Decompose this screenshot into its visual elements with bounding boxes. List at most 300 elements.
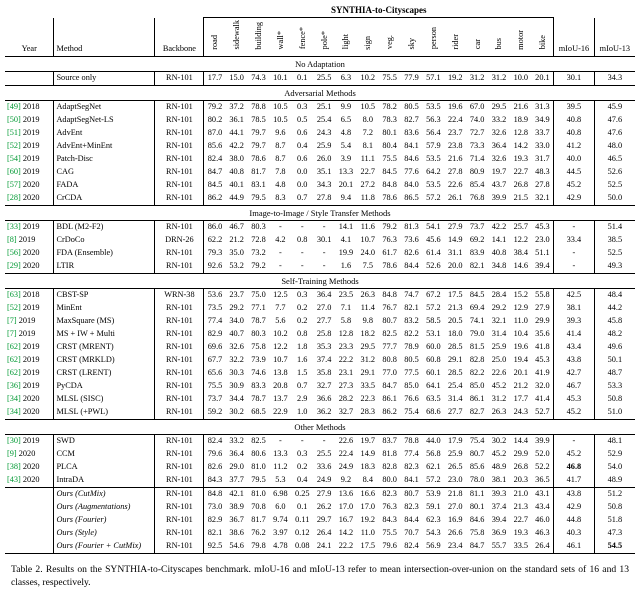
score-cell: 76.2 xyxy=(251,528,266,537)
citation-link[interactable]: [8] xyxy=(7,235,17,244)
score-cell: 75.4 xyxy=(469,436,485,445)
miou16-cell: 40.0 xyxy=(554,153,595,166)
score-cell: 24.3 xyxy=(513,407,529,416)
backbone-cell: RN-101 xyxy=(155,315,204,328)
score-cell: 17.9 xyxy=(447,436,463,445)
score-cell: 26.3 xyxy=(360,290,376,299)
score-cell: 10.1 xyxy=(273,73,288,82)
score-cell: 0.3 xyxy=(297,102,308,111)
score-cell: 64.1 xyxy=(426,381,441,390)
score-cell: 23.4 xyxy=(444,540,466,554)
score-cell: 74.7 xyxy=(404,290,419,299)
score-cell: 84.3 xyxy=(207,475,223,484)
score-cell: 31.3 xyxy=(532,100,554,114)
score-cell: 32.7 xyxy=(338,407,354,416)
score-cell: 39.3 xyxy=(488,487,510,501)
score-cell: 77.7 xyxy=(382,342,397,351)
score-cell: 20.1 xyxy=(532,71,554,85)
score-cell: 21.6 xyxy=(447,154,463,163)
citation-link[interactable]: [52] xyxy=(7,141,21,150)
citation-link[interactable]: [7] xyxy=(7,329,17,338)
score-cell: 3.9 xyxy=(340,154,352,163)
score-cell: 84.6 xyxy=(404,154,419,163)
score-cell: 14.1 xyxy=(491,235,507,244)
score-cell: 39.9 xyxy=(491,193,507,202)
score-cell: 29.0 xyxy=(229,462,244,471)
score-cell: 84.1 xyxy=(404,475,419,484)
score-cell: 2.9 xyxy=(297,394,308,403)
score-cell: 77.5 xyxy=(404,368,419,377)
score-cell: 84.8 xyxy=(382,180,397,189)
section-header-row xyxy=(5,205,635,220)
col-header-class xyxy=(335,18,357,57)
score-cell: 85.6 xyxy=(469,462,485,471)
table-row xyxy=(5,380,635,393)
score-cell: 92.5 xyxy=(204,540,226,554)
year-cell: [62] 2019 xyxy=(5,367,54,380)
backbone-cell: RN-101 xyxy=(155,192,204,206)
score-cell: 21.2 xyxy=(513,381,529,390)
score-cell: 20.1 xyxy=(513,368,529,377)
col-header-class xyxy=(532,18,554,57)
score-cell: 79.2 xyxy=(251,261,266,270)
score-cell: 31.2 xyxy=(469,73,485,82)
score-cell: 23.5 xyxy=(338,290,354,299)
score-cell: 84.7 xyxy=(207,167,223,176)
table-row xyxy=(5,179,635,192)
score-cell: 82.3 xyxy=(379,487,401,501)
miou13-cell: 51.2 xyxy=(594,487,635,501)
score-cell: 0.25 xyxy=(291,487,313,501)
method-cell: MLSL (+PWL) xyxy=(54,406,155,420)
miou16-cell: 39.5 xyxy=(554,100,595,114)
miou13-cell: 47.3 xyxy=(607,528,623,537)
citation-link[interactable]: [63] xyxy=(7,290,21,299)
score-cell: 25.4 xyxy=(447,381,463,390)
score-cell: 23.7 xyxy=(447,128,463,137)
score-cell: 79.2 xyxy=(382,222,397,231)
score-cell: 29.5 xyxy=(491,102,507,111)
citation-link[interactable]: [9] xyxy=(7,449,17,458)
score-cell: 81.7 xyxy=(251,515,266,524)
backbone-cell: RN-101 xyxy=(155,341,204,354)
year-cell xyxy=(5,527,54,540)
score-cell: - xyxy=(279,261,282,270)
score-cell: 14.1 xyxy=(338,222,354,231)
score-cell: 26.4 xyxy=(316,528,332,537)
col-header-class xyxy=(488,18,510,57)
score-cell: 73.7 xyxy=(469,222,485,231)
miou16-cell: 43.4 xyxy=(554,341,595,354)
section-header-row xyxy=(5,56,635,71)
method-cell: AdvEnt xyxy=(54,127,155,140)
class-label: bike xyxy=(537,35,547,50)
miou13-cell: 49.3 xyxy=(607,261,623,270)
score-cell: 74.3 xyxy=(251,73,266,82)
citation-link[interactable]: [28] xyxy=(7,193,21,202)
score-cell: 19.3 xyxy=(513,528,529,537)
score-cell: 26.4 xyxy=(532,540,554,554)
class-label: road xyxy=(210,34,220,50)
miou13-cell: 44.2 xyxy=(607,303,623,312)
score-cell: 0.2 xyxy=(297,303,308,312)
citation-link[interactable]: [60] xyxy=(7,167,21,176)
score-cell: 76.7 xyxy=(382,303,397,312)
score-cell: 79.3 xyxy=(207,248,223,257)
citation-link[interactable]: [62] xyxy=(7,355,21,364)
score-cell: 0.5 xyxy=(297,115,308,124)
score-cell: 76.8 xyxy=(469,193,485,202)
miou13-cell: 34.3 xyxy=(607,73,623,82)
score-cell: 16.9 xyxy=(447,515,463,524)
score-cell: 41.4 xyxy=(532,393,554,406)
score-cell: 27.9 xyxy=(313,487,335,501)
score-cell: 84.4 xyxy=(404,261,419,270)
score-cell: 0.2 xyxy=(297,316,308,325)
citation-link[interactable]: [50] xyxy=(7,115,21,124)
score-cell: 6.5 xyxy=(340,115,352,124)
score-cell: 77.6 xyxy=(404,167,419,176)
citation-link[interactable]: [54] xyxy=(7,154,21,163)
method-cell: AdvEnt+MinEnt xyxy=(54,140,155,153)
score-cell: 64.2 xyxy=(426,167,441,176)
class-label: sidewalk xyxy=(232,20,242,50)
score-cell: 22.6 xyxy=(338,436,354,445)
score-cell: 82.1 xyxy=(404,303,419,312)
table-row xyxy=(5,288,635,302)
score-cell: 0.7 xyxy=(297,381,308,390)
score-cell: - xyxy=(279,222,282,231)
miou13-cell: 47.6 xyxy=(607,128,623,137)
score-cell: 77.4 xyxy=(404,449,419,458)
method-cell: AdaptSegNet-LS xyxy=(54,114,155,127)
miou16-cell: 39.3 xyxy=(554,315,595,328)
score-cell: 21.0 xyxy=(510,487,532,501)
score-cell: 60.1 xyxy=(426,368,441,377)
score-cell: 46.3 xyxy=(532,527,554,540)
score-cell: 27.9 xyxy=(447,222,463,231)
score-cell: 62.1 xyxy=(426,462,441,471)
year-cell xyxy=(5,501,54,514)
score-cell: 14.4 xyxy=(513,436,529,445)
miou13-cell: 54.0 xyxy=(607,462,623,471)
miou16-cell: 43.8 xyxy=(554,487,595,501)
citation-link[interactable]: [57] xyxy=(7,180,21,189)
backbone-cell: RN-101 xyxy=(155,220,204,234)
score-cell: 22.2 xyxy=(335,540,357,554)
class-label: sign xyxy=(363,35,373,50)
backbone-cell: RN-101 xyxy=(155,448,204,461)
miou16-cell: 44.5 xyxy=(554,166,595,179)
score-cell: 12.5 xyxy=(273,290,288,299)
score-cell: 57.2 xyxy=(426,475,441,484)
score-cell: 77.4 xyxy=(207,316,223,325)
method-cell: PLCA xyxy=(54,461,155,474)
citation-link[interactable]: [49] xyxy=(7,102,21,111)
score-cell: 84.5 xyxy=(382,167,397,176)
score-cell: 22.6 xyxy=(491,368,507,377)
score-cell: 23.0 xyxy=(447,475,463,484)
backbone-cell: RN-101 xyxy=(155,380,204,393)
score-cell: 1.6 xyxy=(297,355,308,364)
citation-link[interactable]: [7] xyxy=(7,316,17,325)
score-cell: 83.6 xyxy=(404,128,419,137)
score-cell: 29.7 xyxy=(316,515,332,524)
score-cell: 73.2 xyxy=(251,248,266,257)
year-cell: [57] 2020 xyxy=(5,179,54,192)
score-cell: 21.8 xyxy=(444,487,466,501)
score-cell: 0.4 xyxy=(297,141,308,150)
table-title: SYNTHIA-to-Cityscapes xyxy=(204,4,554,18)
score-cell: 25.9 xyxy=(316,141,332,150)
score-cell: 82.3 xyxy=(404,462,419,471)
score-cell: 75.5 xyxy=(382,528,397,537)
score-cell: 14.6 xyxy=(513,261,529,270)
score-cell: 9.9 xyxy=(340,102,352,111)
score-cell: 22.4 xyxy=(338,449,354,458)
score-cell: 0.4 xyxy=(297,475,308,484)
score-cell: 82.1 xyxy=(207,528,223,537)
score-cell: 81.3 xyxy=(404,222,419,231)
score-cell: 34.4 xyxy=(229,394,244,403)
score-cell: 56.3 xyxy=(426,115,441,124)
score-cell: 36.5 xyxy=(532,474,554,488)
score-cell: 54.1 xyxy=(426,222,441,231)
year-cell: [34] 2020 xyxy=(5,393,54,406)
score-cell: 25.1 xyxy=(316,102,332,111)
citation-link[interactable]: [34] xyxy=(7,407,21,416)
score-cell: 86.5 xyxy=(404,193,419,202)
score-cell: - xyxy=(279,436,282,445)
col-header-class xyxy=(357,18,379,57)
miou16-cell: 41.4 xyxy=(554,328,595,341)
score-cell: 4.1 xyxy=(340,235,352,244)
score-cell: - xyxy=(300,261,304,270)
score-cell: 76.3 xyxy=(382,235,397,244)
miou16-cell: - xyxy=(554,260,595,274)
year-cell: [7] 2019 xyxy=(5,315,54,328)
score-cell: 48.9 xyxy=(491,462,507,471)
year-cell: [56] 2020 xyxy=(5,247,54,260)
score-cell: 73.3 xyxy=(469,141,485,150)
score-cell: 57.2 xyxy=(426,193,441,202)
method-cell: CCM xyxy=(54,448,155,461)
score-cell: 12.9 xyxy=(513,303,529,312)
score-cell: 51.1 xyxy=(532,247,554,260)
score-cell: 19.3 xyxy=(513,154,529,163)
score-cell: 60.8 xyxy=(426,355,441,364)
score-cell: 83.7 xyxy=(382,436,397,445)
method-cell: PyCDA xyxy=(54,380,155,393)
score-cell: 22.2 xyxy=(338,355,354,364)
backbone-cell: RN-101 xyxy=(155,179,204,192)
score-cell: 27.7 xyxy=(316,316,332,325)
score-cell: 33.5 xyxy=(510,540,532,554)
table-row xyxy=(5,328,635,341)
miou13-cell: 49.6 xyxy=(607,342,623,351)
section-header: Self-Training Methods xyxy=(5,273,635,288)
score-cell: 37.4 xyxy=(316,355,332,364)
score-cell: 28.5 xyxy=(447,342,463,351)
col-header-method: Method xyxy=(54,18,155,57)
score-cell: 84.1 xyxy=(404,141,419,150)
year-cell: [54] 2019 xyxy=(5,153,54,166)
score-cell: 45.2 xyxy=(491,381,507,390)
score-cell: 78.6 xyxy=(382,261,397,270)
citation-link[interactable]: [62] xyxy=(7,368,21,377)
citation-link[interactable]: [56] xyxy=(7,248,21,257)
score-cell: 10.5 xyxy=(273,102,288,111)
score-cell: 37.2 xyxy=(229,102,244,111)
citation-link[interactable]: [51] xyxy=(7,128,21,137)
year-cell: [49] 2018 xyxy=(5,100,54,114)
score-cell: 18.0 xyxy=(447,329,463,338)
score-cell: 25.9 xyxy=(491,342,507,351)
col-header-miou13: mIoU-13 xyxy=(594,18,635,57)
score-cell: 4.78 xyxy=(269,540,291,554)
score-cell: 34.9 xyxy=(532,114,554,127)
score-cell: 45.3 xyxy=(532,220,554,234)
score-cell: 0.08 xyxy=(291,540,313,554)
score-cell: 19.2 xyxy=(360,515,376,524)
score-cell: 82.9 xyxy=(207,515,223,524)
score-cell: 84.7 xyxy=(382,381,397,390)
score-cell: 26.1 xyxy=(447,193,463,202)
score-cell: 54.6 xyxy=(226,540,248,554)
score-cell: 14.9 xyxy=(360,449,376,458)
miou13-cell: 51.8 xyxy=(607,515,623,524)
score-cell: 28.4 xyxy=(491,290,507,299)
table-row xyxy=(5,234,635,247)
class-label: fence* xyxy=(297,27,307,50)
score-cell: 0.0 xyxy=(297,167,308,176)
score-cell: 84.5 xyxy=(207,180,223,189)
score-cell: 0.6 xyxy=(297,128,308,137)
score-cell: 27.8 xyxy=(447,167,463,176)
score-cell: 70.8 xyxy=(251,502,266,511)
score-cell: 38.6 xyxy=(229,528,244,537)
miou13-cell: 48.7 xyxy=(607,368,623,377)
score-cell: 83.9 xyxy=(469,248,485,257)
score-cell: 29.5 xyxy=(360,342,376,351)
score-cell: 10.2 xyxy=(273,329,288,338)
score-cell: 74.1 xyxy=(469,316,485,325)
score-cell: 28.2 xyxy=(338,394,354,403)
score-cell: 82.8 xyxy=(382,462,397,471)
score-cell: 7.8 xyxy=(275,167,286,176)
citation-link[interactable]: [43] xyxy=(7,475,21,484)
score-cell: 75.8 xyxy=(251,342,266,351)
year-cell: [30] 2019 xyxy=(5,434,54,448)
miou13-cell: 48.4 xyxy=(607,290,623,299)
method-cell: IntraDA xyxy=(54,474,155,488)
method-cell: Source only xyxy=(54,71,155,85)
score-cell: 69.4 xyxy=(469,303,485,312)
citation-link[interactable]: [38] xyxy=(7,462,21,471)
score-cell: 82.7 xyxy=(404,115,419,124)
score-cell: 23.1 xyxy=(338,368,354,377)
score-cell: 80.3 xyxy=(251,329,266,338)
score-cell: 21.2 xyxy=(229,235,244,244)
score-cell: 21.5 xyxy=(513,193,529,202)
citation-link[interactable]: [36] xyxy=(7,381,21,390)
citation-link[interactable]: [29] xyxy=(7,261,21,270)
citation-link[interactable]: [62] xyxy=(7,342,21,351)
col-header-class xyxy=(466,18,488,57)
score-cell: 43.7 xyxy=(491,180,507,189)
score-cell: 82.5 xyxy=(382,329,397,338)
score-cell: 73.6 xyxy=(404,235,419,244)
score-cell: 37.7 xyxy=(229,475,244,484)
method-cell: FDA (Ensemble) xyxy=(54,247,155,260)
score-cell: 0.8 xyxy=(297,235,308,244)
score-cell: 40.8 xyxy=(229,167,244,176)
score-cell: 1.5 xyxy=(297,368,308,377)
score-cell: 20.0 xyxy=(447,261,463,270)
score-cell: 10.5 xyxy=(273,115,288,124)
score-cell: 7.7 xyxy=(275,303,286,312)
score-cell: 82.7 xyxy=(469,407,485,416)
score-cell: 78.8 xyxy=(251,102,266,111)
score-cell: 8.3 xyxy=(275,193,286,202)
score-cell: 44.1 xyxy=(229,128,244,137)
section-header: Other Methods xyxy=(5,419,635,434)
year-cell: [50] 2019 xyxy=(5,114,54,127)
score-cell: 10.4 xyxy=(513,329,529,338)
miou16-cell: 40.8 xyxy=(554,114,595,127)
score-cell: 38.0 xyxy=(229,154,244,163)
class-label: veg. xyxy=(385,35,395,50)
col-header-class xyxy=(379,18,401,57)
score-cell: 87.0 xyxy=(207,128,223,137)
table-row xyxy=(5,487,635,501)
score-cell: 15.2 xyxy=(513,290,529,299)
score-cell: 82.5 xyxy=(251,436,266,445)
score-cell: 0.2 xyxy=(297,462,308,471)
year-cell: [33] 2019 xyxy=(5,220,54,234)
backbone-cell: RN-101 xyxy=(155,354,204,367)
score-cell: 86.0 xyxy=(207,222,223,231)
score-cell: 29.2 xyxy=(491,303,507,312)
backbone-cell: RN-101 xyxy=(155,487,204,501)
score-cell: 33.0 xyxy=(532,140,554,153)
citation-link[interactable]: [52] xyxy=(7,303,21,312)
score-cell: 38.9 xyxy=(229,502,244,511)
score-cell: 52.0 xyxy=(532,448,554,461)
score-cell: 83.2 xyxy=(404,316,419,325)
citation-link[interactable]: [30] xyxy=(7,436,21,445)
score-cell: 1.6 xyxy=(340,261,352,270)
citation-link[interactable]: [34] xyxy=(7,394,21,403)
miou13-cell: 48.0 xyxy=(607,141,623,150)
score-cell: 78.8 xyxy=(404,436,419,445)
citation-link[interactable]: [33] xyxy=(7,222,21,231)
score-cell: 28.5 xyxy=(447,368,463,377)
method-cell: CAG xyxy=(54,166,155,179)
year-cell xyxy=(5,514,54,527)
score-cell: 15.0 xyxy=(229,73,244,82)
score-cell: 37.4 xyxy=(491,502,507,511)
score-cell: 74.0 xyxy=(469,115,485,124)
score-cell: 0.7 xyxy=(297,193,308,202)
score-cell: 45.6 xyxy=(426,235,441,244)
score-cell: 78.3 xyxy=(382,115,397,124)
score-cell: 0.11 xyxy=(295,515,310,524)
miou16-cell: 46.8 xyxy=(554,461,595,474)
miou16-cell: 44.8 xyxy=(554,514,595,527)
year-cell: [9] 2020 xyxy=(5,448,54,461)
score-cell: 40.7 xyxy=(229,329,244,338)
